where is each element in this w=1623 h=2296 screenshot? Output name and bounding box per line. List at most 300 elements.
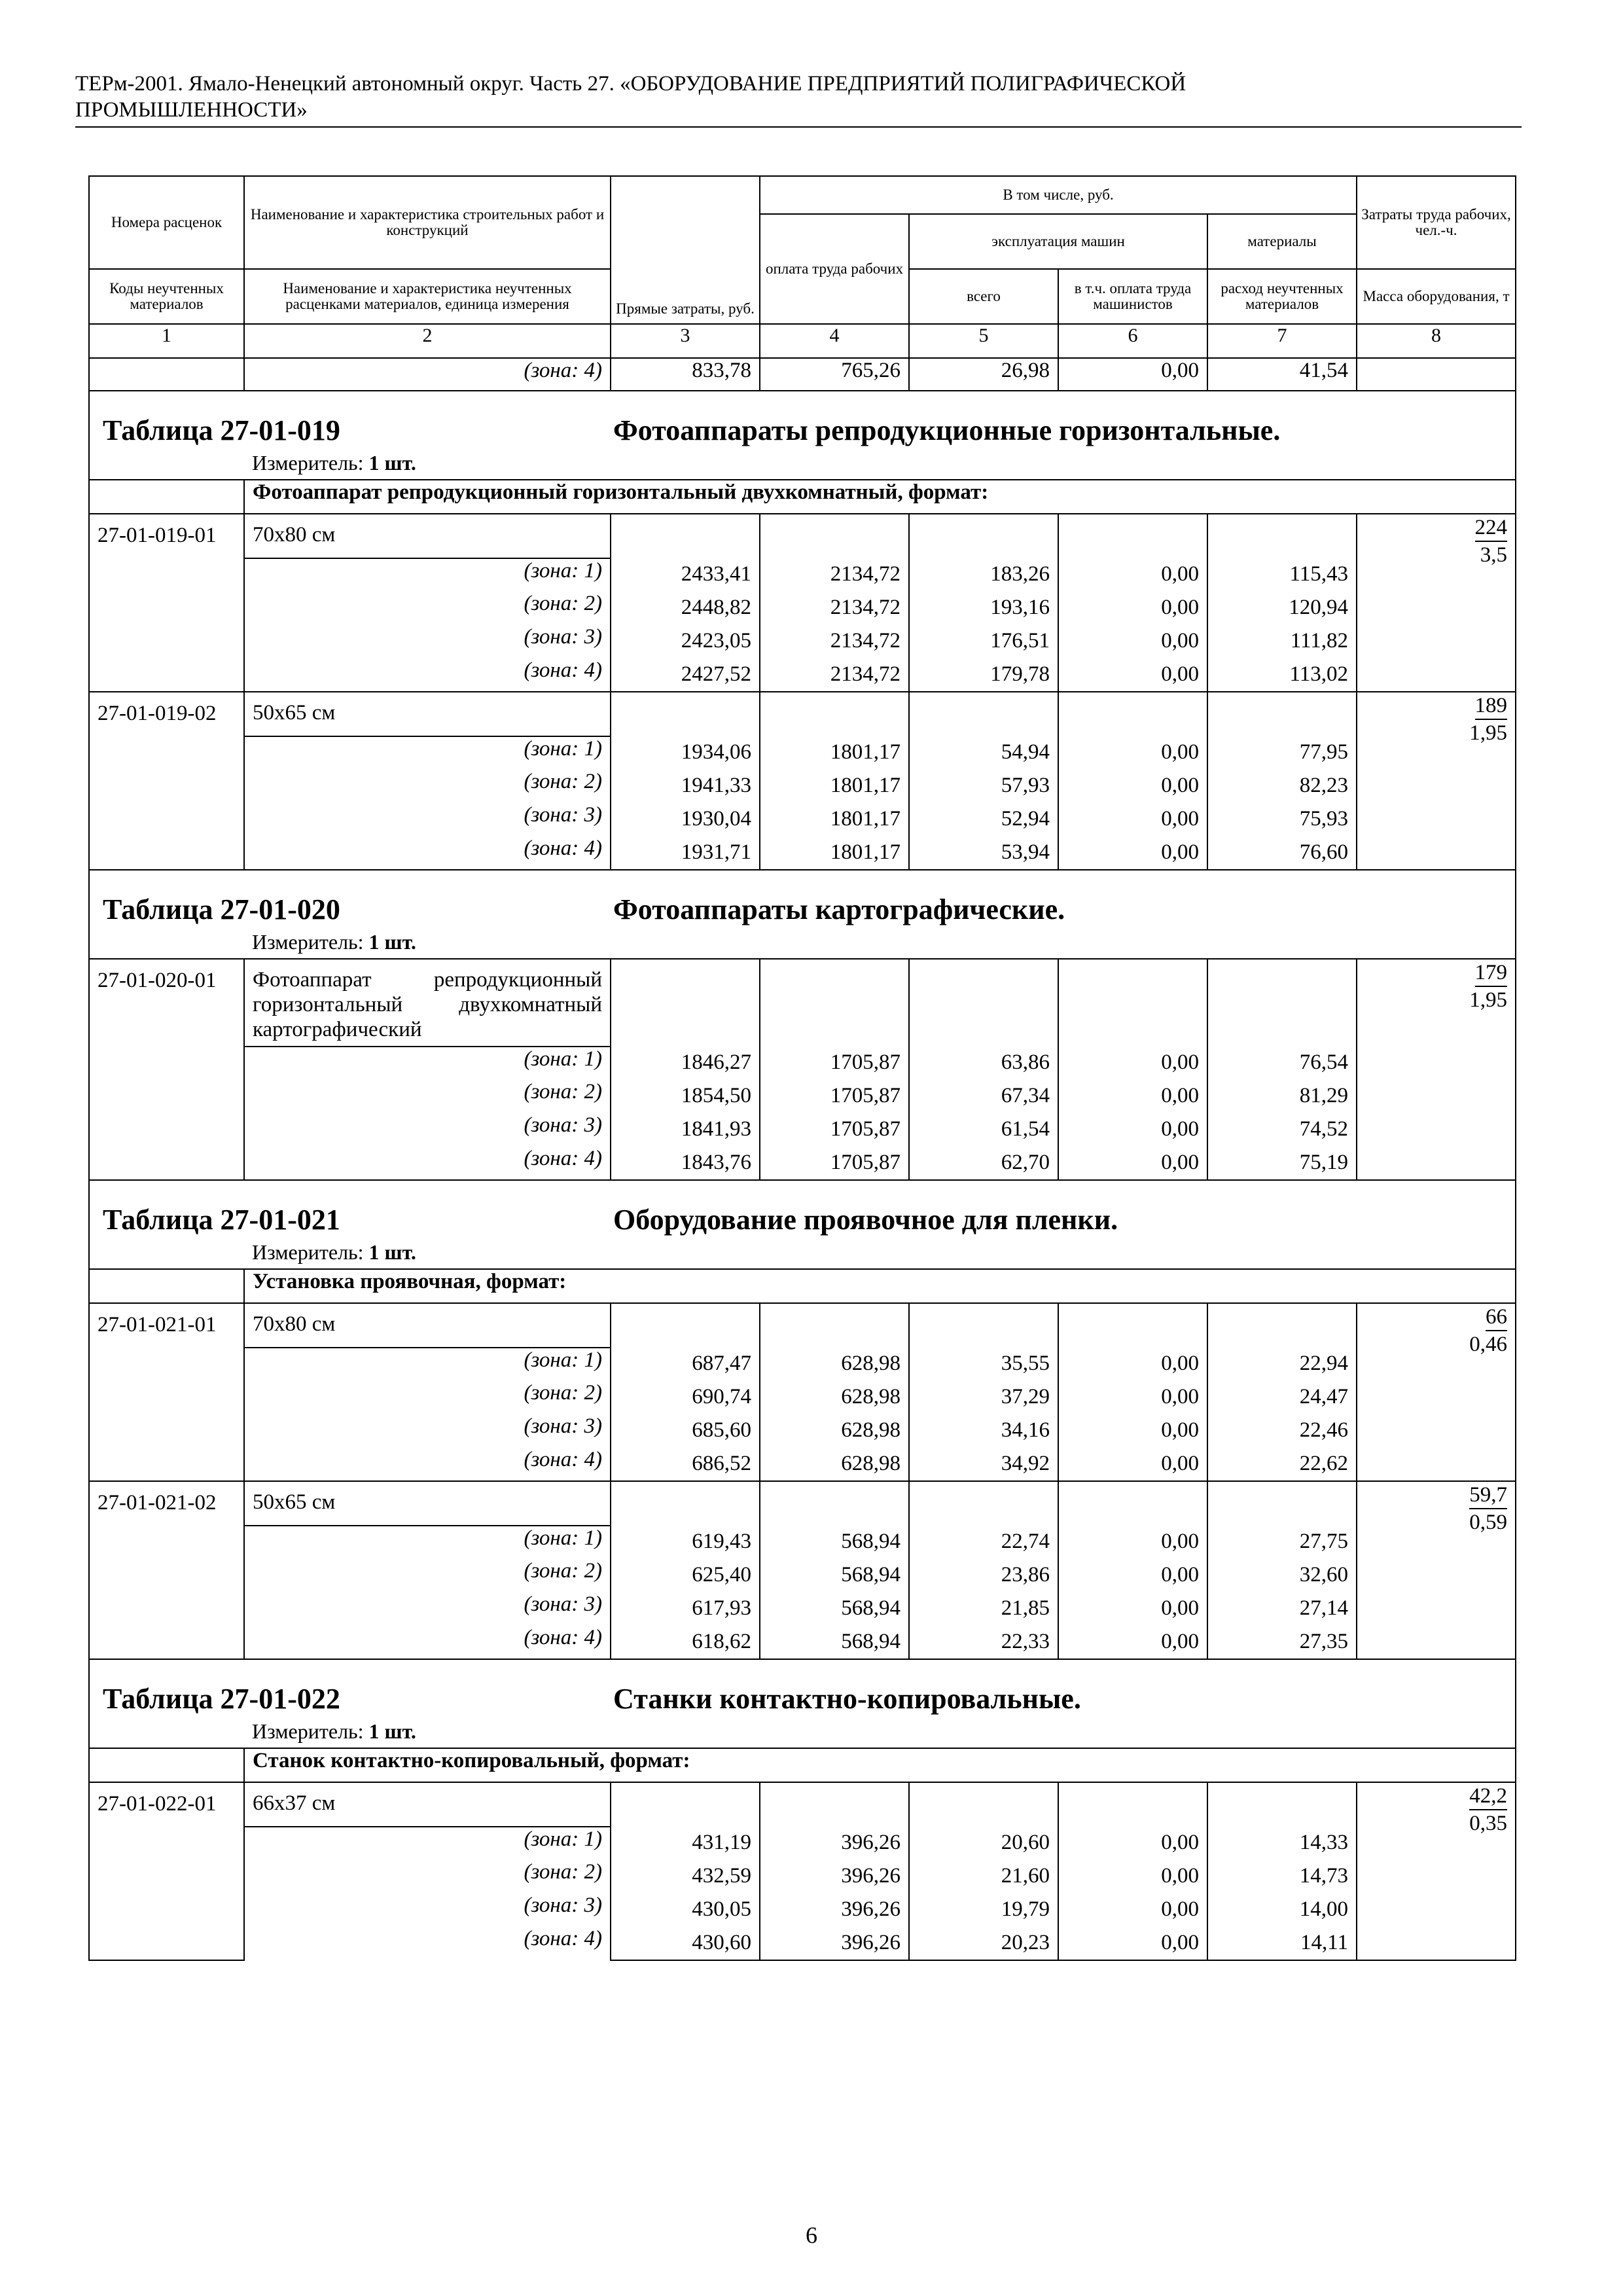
mass-value: 0,35 [1469, 1812, 1508, 1835]
labor-value: 42,2 [1469, 1783, 1507, 1810]
carry-v1: 833,78 [611, 358, 760, 391]
value-cell: 21,85 [1001, 1596, 1050, 1620]
spacer [1059, 692, 1207, 736]
rates-table [88, 175, 1516, 1961]
spacer [910, 514, 1058, 558]
value-cell: 53,94 [1001, 840, 1050, 864]
section-subtitle: Станок контактно-копировальный, формат: [244, 1748, 1516, 1782]
value-cell: 1705,87 [830, 1117, 901, 1141]
value-column [909, 514, 1058, 692]
head-col2b: Наименование и характеристика неучтенных расценками материалов, единица измерения [244, 269, 611, 324]
value-cell: 0,00 [1161, 1117, 1199, 1141]
head-col8a: Затраты труда рабочих, чел.-ч. [1357, 176, 1516, 269]
value-cell: 568,94 [841, 1563, 901, 1587]
value-cell: 1801,17 [830, 774, 901, 797]
value-cell: 0,00 [1161, 596, 1199, 619]
value-cell: 2134,72 [830, 629, 901, 653]
value-column [1058, 959, 1207, 1180]
rate-name: 66х37 см [244, 1782, 611, 1827]
measure-label: Измеритель: [252, 1719, 364, 1743]
table-number: Таблица 27-01-022 [103, 1683, 340, 1715]
header-line-2: ПРОМЫШЛЕННОСТИ» [75, 98, 308, 122]
value-cell: 14,00 [1299, 1897, 1349, 1921]
document-header [75, 71, 1522, 123]
value-cell: 22,94 [1299, 1352, 1349, 1375]
subtitle-code-cell [89, 1748, 244, 1782]
spacer [1059, 1482, 1207, 1525]
colnum: 8 [1357, 324, 1516, 358]
value-cell: 690,74 [692, 1385, 751, 1408]
value-column [909, 959, 1058, 1180]
carry-v4: 0,00 [1058, 358, 1207, 391]
value-cell: 568,94 [841, 1530, 901, 1553]
section-subtitle: Установка проявочная, формат: [244, 1269, 1516, 1303]
column-numbers-row [89, 324, 1516, 358]
zone-label: (зона: 1) [244, 1047, 611, 1080]
spacer [760, 960, 908, 1046]
mass-value: 0,59 [1469, 1511, 1508, 1534]
section-title-cell [89, 870, 1516, 959]
labor-value: 189 [1475, 692, 1508, 720]
carry-v3: 26,98 [909, 358, 1058, 391]
zone-label: (зона: 1) [244, 1827, 611, 1860]
value-cell: 14,33 [1299, 1831, 1349, 1854]
value-cell: 1934,06 [681, 740, 751, 764]
value-column [909, 1782, 1058, 1960]
subtitle-code-cell [89, 480, 244, 514]
rate-name: 50х65 см [244, 1481, 611, 1526]
zone-label: (зона: 1) [244, 1348, 611, 1381]
value-column [909, 1303, 1058, 1481]
value-cell: 81,29 [1299, 1084, 1349, 1107]
value-cell: 35,55 [1001, 1352, 1050, 1375]
head-col6: в т.ч. оплата труда машинистов [1058, 269, 1207, 324]
measure-unit [252, 1719, 1507, 1744]
value-column [611, 1303, 760, 1481]
value-column [1058, 514, 1207, 692]
zone-label: (зона: 4) [244, 1147, 611, 1180]
subtitle-row [89, 480, 1516, 514]
spacer [1059, 1783, 1207, 1826]
spacer [611, 1482, 759, 1525]
value-cell: 1705,87 [830, 1050, 901, 1074]
value-cell: 76,60 [1299, 840, 1349, 864]
zone-label: (зона: 4) [244, 1927, 611, 1960]
labor-mass-cell [1357, 1303, 1516, 1481]
value-cell: 628,98 [841, 1385, 901, 1408]
value-cell: 77,95 [1299, 740, 1349, 764]
value-cell: 0,00 [1161, 1050, 1199, 1074]
value-cell: 0,00 [1161, 1452, 1199, 1475]
labor-mass-cell [1357, 1782, 1516, 1960]
value-cell: 2427,52 [681, 662, 751, 686]
value-cell: 75,93 [1299, 807, 1349, 831]
value-cell: 396,26 [841, 1864, 901, 1888]
value-column [611, 959, 760, 1180]
value-cell: 0,00 [1161, 1630, 1199, 1653]
table-name: Оборудование проявочное для пленки. [613, 1204, 1118, 1236]
value-cell: 19,79 [1001, 1897, 1050, 1921]
value-cell: 1841,93 [681, 1117, 751, 1141]
zone-label: (зона: 2) [244, 770, 611, 803]
labor-value: 59,7 [1469, 1482, 1507, 1509]
value-cell: 625,40 [692, 1563, 751, 1587]
table-name: Станки контактно-копировальные. [613, 1683, 1081, 1715]
section-title-row [89, 870, 1516, 959]
spacer [910, 1304, 1058, 1347]
rate-head-row [89, 1303, 1516, 1348]
section-title-row [89, 1180, 1516, 1269]
value-column [611, 1481, 760, 1659]
value-column [760, 692, 909, 870]
value-cell: 628,98 [841, 1452, 901, 1475]
spacer [760, 514, 908, 558]
value-cell: 0,00 [1161, 1897, 1199, 1921]
measure-unit [252, 451, 1507, 475]
mass-value: 3,5 [1480, 543, 1508, 567]
value-cell: 75,19 [1299, 1151, 1349, 1174]
value-cell: 0,00 [1161, 1864, 1199, 1888]
value-cell: 0,00 [1161, 840, 1199, 864]
head-col5: всего [909, 269, 1058, 324]
labor-value: 224 [1475, 514, 1508, 542]
value-cell: 23,86 [1001, 1563, 1050, 1587]
value-cell: 24,47 [1299, 1385, 1349, 1408]
subtitle-row [89, 1269, 1516, 1303]
value-cell: 1705,87 [830, 1084, 901, 1107]
value-cell: 1705,87 [830, 1151, 901, 1174]
value-column [909, 1481, 1058, 1659]
colnum: 5 [909, 324, 1058, 358]
spacer [760, 1783, 908, 1826]
value-cell: 396,26 [841, 1897, 901, 1921]
section-title-cell [89, 1659, 1516, 1748]
rate-code: 27-01-019-02 [89, 692, 244, 870]
value-cell: 2134,72 [830, 562, 901, 586]
labor-mass-cell [1357, 692, 1516, 870]
value-cell: 685,60 [692, 1418, 751, 1442]
value-cell: 618,62 [692, 1630, 751, 1653]
value-cell: 1941,33 [681, 774, 751, 797]
value-cell: 2423,05 [681, 629, 751, 653]
value-cell: 0,00 [1161, 1385, 1199, 1408]
value-column [1207, 514, 1357, 692]
carry-v2: 765,26 [760, 358, 909, 391]
spacer [1208, 1304, 1356, 1347]
spacer [910, 960, 1058, 1046]
zone-label: (зона: 4) [244, 1448, 611, 1481]
measure-value: 1 шт. [368, 1719, 416, 1743]
value-cell: 0,00 [1161, 662, 1199, 686]
rate-head-row [89, 1481, 1516, 1526]
head-machines: эксплуатация машин [909, 214, 1207, 269]
spacer [760, 1304, 908, 1347]
spacer [760, 1482, 908, 1525]
rate-code: 27-01-020-01 [89, 959, 244, 1180]
colnum: 4 [760, 324, 909, 358]
value-cell: 183,26 [990, 562, 1050, 586]
value-cell: 0,00 [1161, 1563, 1199, 1587]
spacer [910, 1482, 1058, 1525]
zone-label: (зона: 2) [244, 592, 611, 625]
value-cell: 27,14 [1299, 1596, 1349, 1620]
value-column [1207, 959, 1357, 1180]
rate-head-row [89, 1782, 1516, 1827]
value-column [909, 692, 1058, 870]
value-cell: 27,35 [1299, 1630, 1349, 1653]
head-incl: В том числе, руб. [760, 176, 1357, 214]
value-cell: 14,73 [1299, 1864, 1349, 1888]
measure-label: Измеритель: [252, 930, 364, 954]
value-cell: 21,60 [1001, 1864, 1050, 1888]
subtitle-code-cell [89, 1269, 244, 1303]
value-cell: 115,43 [1289, 562, 1349, 586]
value-cell: 617,93 [692, 1596, 751, 1620]
zone-label: (зона: 1) [244, 558, 611, 592]
rate-name: 70х80 см [244, 1303, 611, 1348]
value-cell: 430,60 [692, 1931, 751, 1954]
mass-value: 1,95 [1469, 721, 1508, 745]
rate-name: 70х80 см [244, 514, 611, 558]
head-col7: расход неучтенных материалов [1207, 269, 1357, 324]
head-row-1 [89, 176, 1516, 214]
measure-unit [252, 1240, 1507, 1265]
value-cell: 0,00 [1161, 1352, 1199, 1375]
spacer [1208, 1482, 1356, 1525]
colnum: 6 [1058, 324, 1207, 358]
value-cell: 431,19 [692, 1831, 751, 1854]
value-cell: 0,00 [1161, 807, 1199, 831]
value-cell: 0,00 [1161, 774, 1199, 797]
header-rule [75, 126, 1522, 128]
colnum: 2 [244, 324, 611, 358]
value-cell: 37,29 [1001, 1385, 1050, 1408]
value-column [760, 1481, 909, 1659]
spacer [611, 1304, 759, 1347]
value-column [760, 514, 909, 692]
value-cell: 62,70 [1001, 1151, 1050, 1174]
header-line-1: ТЕРм-2001. Ямало-Ненецкий автономный округ. Часть 27. «ОБОРУДОВАНИЕ ПРЕДПРИЯТИЙ ПОЛИГРАФИЧЕСКОЙ [75, 72, 1186, 96]
rate-code: 27-01-021-02 [89, 1481, 244, 1659]
value-cell: 432,59 [692, 1864, 751, 1888]
value-cell: 67,34 [1001, 1084, 1050, 1107]
measure-unit [252, 930, 1507, 954]
value-column [1058, 692, 1207, 870]
zone-label: (зона: 3) [244, 1113, 611, 1147]
table-number: Таблица 27-01-021 [103, 1204, 340, 1236]
value-cell: 176,51 [990, 629, 1050, 653]
value-cell: 1846,27 [681, 1050, 751, 1074]
value-cell: 686,52 [692, 1452, 751, 1475]
measure-label: Измеритель: [252, 451, 364, 475]
section-title-cell [89, 1180, 1516, 1269]
carry-v5: 41,54 [1207, 358, 1357, 391]
value-cell: 1801,17 [830, 840, 901, 864]
spacer [1208, 514, 1356, 558]
value-cell: 82,23 [1299, 774, 1349, 797]
value-cell: 57,93 [1001, 774, 1050, 797]
rate-name: Фотоаппарат репродукционный горизонтальный двухкомнатный картографический [244, 959, 611, 1047]
value-cell: 0,00 [1161, 740, 1199, 764]
table-name: Фотоаппараты картографические. [613, 893, 1065, 925]
value-cell: 20,60 [1001, 1831, 1050, 1854]
value-column [1207, 692, 1357, 870]
head-col2a: Наименование и характеристика строительных работ и конструкций [244, 176, 611, 269]
value-cell: 179,78 [990, 662, 1050, 686]
zone-label: (зона: 2) [244, 1080, 611, 1113]
rate-name: 50х65 см [244, 692, 611, 736]
table-number: Таблица 27-01-019 [103, 414, 340, 446]
table-name: Фотоаппараты репродукционные горизонтальные. [613, 414, 1281, 446]
value-cell: 27,75 [1299, 1530, 1349, 1553]
value-column [611, 1782, 760, 1960]
value-cell: 52,94 [1001, 807, 1050, 831]
value-cell: 1931,71 [681, 840, 751, 864]
spacer [910, 692, 1058, 736]
value-column [1058, 1782, 1207, 1960]
value-cell: 619,43 [692, 1530, 751, 1553]
measure-label: Измеритель: [252, 1240, 364, 1264]
carry-zone: (зона: 4) [244, 358, 611, 391]
value-cell: 22,74 [1001, 1530, 1050, 1553]
value-column [1058, 1303, 1207, 1481]
measure-value: 1 шт. [368, 451, 416, 475]
head-col4: оплата труда рабочих [760, 214, 909, 324]
value-cell: 687,47 [692, 1352, 751, 1375]
spacer [611, 960, 759, 1046]
colnum: 7 [1207, 324, 1357, 358]
value-cell: 34,16 [1001, 1418, 1050, 1442]
value-column [1058, 1481, 1207, 1659]
spacer [611, 514, 759, 558]
value-cell: 628,98 [841, 1418, 901, 1442]
spacer [1059, 960, 1207, 1046]
rate-head-row [89, 692, 1516, 736]
value-cell: 0,00 [1161, 1530, 1199, 1553]
labor-value: 66 [1486, 1304, 1507, 1331]
rate-head-row [89, 514, 1516, 558]
value-cell: 54,94 [1001, 740, 1050, 764]
labor-mass-cell [1357, 514, 1516, 692]
value-column [760, 1782, 909, 1960]
value-cell: 22,62 [1299, 1452, 1349, 1475]
zone-label: (зона: 3) [244, 1414, 611, 1448]
value-cell: 1801,17 [830, 740, 901, 764]
value-cell: 120,94 [1289, 596, 1349, 619]
value-cell: 1854,50 [681, 1084, 751, 1107]
subtitle-row [89, 1748, 1516, 1782]
spacer [611, 692, 759, 736]
zone-label: (зона: 2) [244, 1559, 611, 1592]
spacer [1059, 1304, 1207, 1347]
head-col3: Прямые затраты, руб. [611, 176, 760, 324]
rate-code: 27-01-021-01 [89, 1303, 244, 1481]
value-cell: 2448,82 [681, 596, 751, 619]
measure-value: 1 шт. [368, 930, 416, 954]
labor-value: 179 [1475, 960, 1508, 987]
value-cell: 2433,41 [681, 562, 751, 586]
value-column [1207, 1782, 1357, 1960]
head-col1a: Номера расценок [89, 176, 244, 269]
value-cell: 34,92 [1001, 1452, 1050, 1475]
value-cell: 0,00 [1161, 1596, 1199, 1620]
labor-mass-cell [1357, 1481, 1516, 1659]
value-cell: 628,98 [841, 1352, 901, 1375]
spacer [611, 1783, 759, 1826]
spacer [760, 692, 908, 736]
value-cell: 14,11 [1300, 1931, 1349, 1954]
zone-label: (зона: 3) [244, 803, 611, 836]
spacer [1208, 692, 1356, 736]
zone-label: (зона: 4) [244, 1626, 611, 1659]
section-subtitle: Фотоаппарат репродукционный горизонтальный двухкомнатный, формат: [244, 480, 1516, 514]
zone-label: (зона: 2) [244, 1860, 611, 1893]
zone-label: (зона: 4) [244, 836, 611, 870]
value-cell: 32,60 [1299, 1563, 1349, 1587]
value-cell: 74,52 [1299, 1117, 1349, 1141]
spacer [1059, 514, 1207, 558]
value-cell: 2134,72 [830, 596, 901, 619]
value-column [760, 1303, 909, 1481]
zone-label: (зона: 4) [244, 658, 611, 692]
value-column [760, 959, 909, 1180]
value-column [611, 514, 760, 692]
zone-label: (зона: 1) [244, 1526, 611, 1559]
value-cell: 396,26 [841, 1931, 901, 1954]
rate-code: 27-01-022-01 [89, 1782, 244, 1960]
colnum: 3 [611, 324, 760, 358]
zone-label: (зона: 3) [244, 625, 611, 658]
value-cell: 396,26 [841, 1831, 901, 1854]
section-title-row [89, 391, 1516, 480]
value-cell: 61,54 [1001, 1117, 1050, 1141]
spacer [1208, 1783, 1356, 1826]
value-cell: 76,54 [1299, 1050, 1349, 1074]
value-cell: 0,00 [1161, 629, 1199, 653]
rate-head-row [89, 959, 1516, 1047]
spacer [1208, 960, 1356, 1046]
page-number: 6 [806, 2222, 817, 2248]
zone-label: (зона: 3) [244, 1592, 611, 1626]
value-cell: 63,86 [1001, 1050, 1050, 1074]
zone-label: (зона: 1) [244, 736, 611, 770]
spacer [910, 1783, 1058, 1826]
zone-label: (зона: 2) [244, 1381, 611, 1414]
head-col1b: Коды неучтенных материалов [89, 269, 244, 324]
carry-c8 [1357, 358, 1516, 391]
value-cell: 22,33 [1001, 1630, 1050, 1653]
value-cell: 22,46 [1299, 1418, 1349, 1442]
carry-code [89, 358, 244, 391]
value-column [1207, 1303, 1357, 1481]
value-cell: 430,05 [692, 1897, 751, 1921]
rate-code: 27-01-019-01 [89, 514, 244, 692]
value-cell: 0,00 [1161, 562, 1199, 586]
value-cell: 568,94 [841, 1596, 901, 1620]
value-cell: 113,02 [1289, 662, 1349, 686]
value-cell: 20,23 [1001, 1931, 1050, 1954]
mass-value: 0,46 [1469, 1333, 1508, 1356]
colnum: 1 [89, 324, 244, 358]
mass-value: 1,95 [1469, 988, 1508, 1012]
measure-value: 1 шт. [368, 1240, 416, 1264]
value-cell: 193,16 [990, 596, 1050, 619]
value-cell: 0,00 [1161, 1151, 1199, 1174]
value-cell: 2134,72 [830, 662, 901, 686]
table-number: Таблица 27-01-020 [103, 893, 340, 925]
value-column [1207, 1481, 1357, 1659]
value-cell: 0,00 [1161, 1084, 1199, 1107]
